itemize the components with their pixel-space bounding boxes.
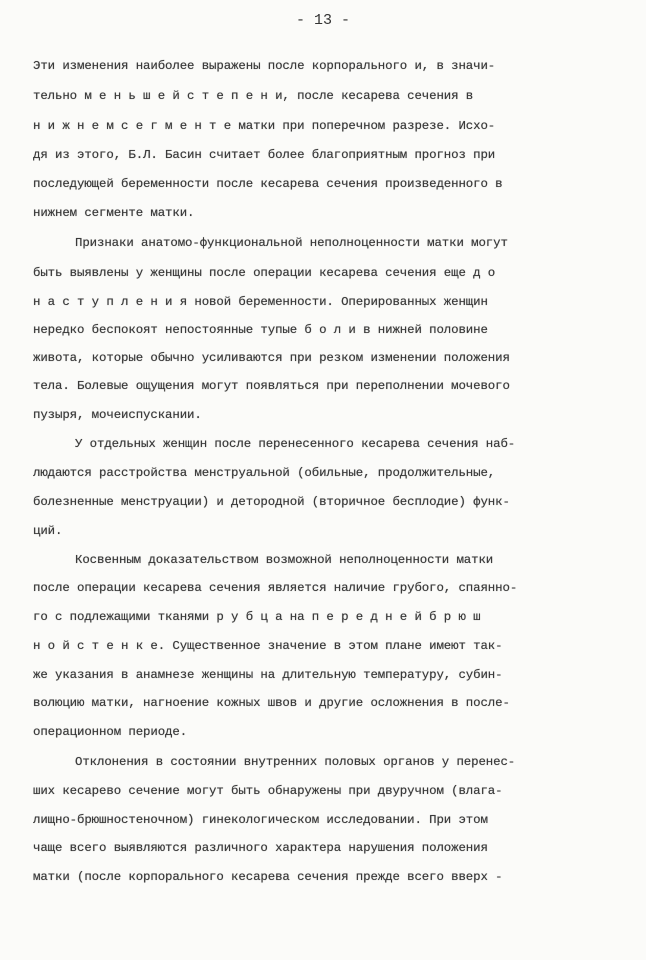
text-line: болезненные менструации) и детородной (вторичное бесплодие) функ- xyxy=(33,495,510,509)
text-line: тела. Болевые ощущения могут появляться при переполнении мочевого xyxy=(33,379,510,393)
text-line: после операции кесарева сечения является наличие грубого, спаянно- xyxy=(33,581,518,595)
text-line: го с подлежащими тканями р у б ц а на п е р е д н е й б р ю ш xyxy=(33,610,481,624)
text-line: У отдельных женщин после перенесенного кесарева сечения наб- xyxy=(75,437,516,451)
text-line: матки (после корпорального кесарева сечения прежде всего вверх - xyxy=(33,870,503,884)
text-line: н о й с т е н к е. Существенное значение в этом плане имеют так- xyxy=(33,639,503,653)
text-line: операционном периоде. xyxy=(33,725,188,739)
page-number: - 13 - xyxy=(295,12,350,29)
text-line: последующей беременности после кесарева сечения произведенного в xyxy=(33,177,503,191)
text-line: ших кесарево сечение могут быть обнаружены при двуручном (влага- xyxy=(33,784,503,798)
text-line: Признаки анатомо-функциональной неполноценности матки могут xyxy=(75,236,508,250)
text-line: тельно м е н ь ш е й с т е п е н и, после кесарева сечения в xyxy=(33,89,474,103)
text-line: нередко беспокоят непостоянные тупые б о л и в нижней половине xyxy=(33,323,488,337)
text-line: людаются расстройства менструальной (обильные, продолжительные, xyxy=(33,466,496,480)
text-line: н и ж н е м с е г м е н т е матки при поперечном разрезе. Исхо- xyxy=(33,119,496,133)
text-line: лищно-брюшностеночном) гинекологическом исследовании. При этом xyxy=(33,813,488,827)
text-line: живота, которые обычно усиливаются при резком изменении положения xyxy=(33,351,510,365)
text-line: же указания в анамнезе женщины на длительную температуру, субин- xyxy=(33,668,503,682)
text-line: чаще всего выявляются различного характера нарушения положения xyxy=(33,841,488,855)
text-line: волюцию матки, нагноение кожных швов и другие осложнения в после- xyxy=(33,696,510,710)
text-line: Отклонения в состоянии внутренних половых органов у перенес- xyxy=(75,755,516,769)
text-line: дя из этого, Б.Л. Басин считает более благоприятным прогноз при xyxy=(33,148,496,162)
text-line: быть выявлены у женщины после операции кесарева сечения еще д о xyxy=(33,266,496,280)
text-line: пузыря, мочеиспускании. xyxy=(33,408,202,422)
text-line: ций. xyxy=(33,524,63,538)
text-line: н а с т у п л е н и я новой беременности. Оперированных женщин xyxy=(33,295,488,309)
text-line: нижнем сегменте матки. xyxy=(33,206,195,220)
text-line: Эти изменения наиболее выражены после корпорального и, в значи- xyxy=(33,59,496,73)
text-line: Косвенным доказательством возможной неполноценности матки xyxy=(75,553,494,567)
